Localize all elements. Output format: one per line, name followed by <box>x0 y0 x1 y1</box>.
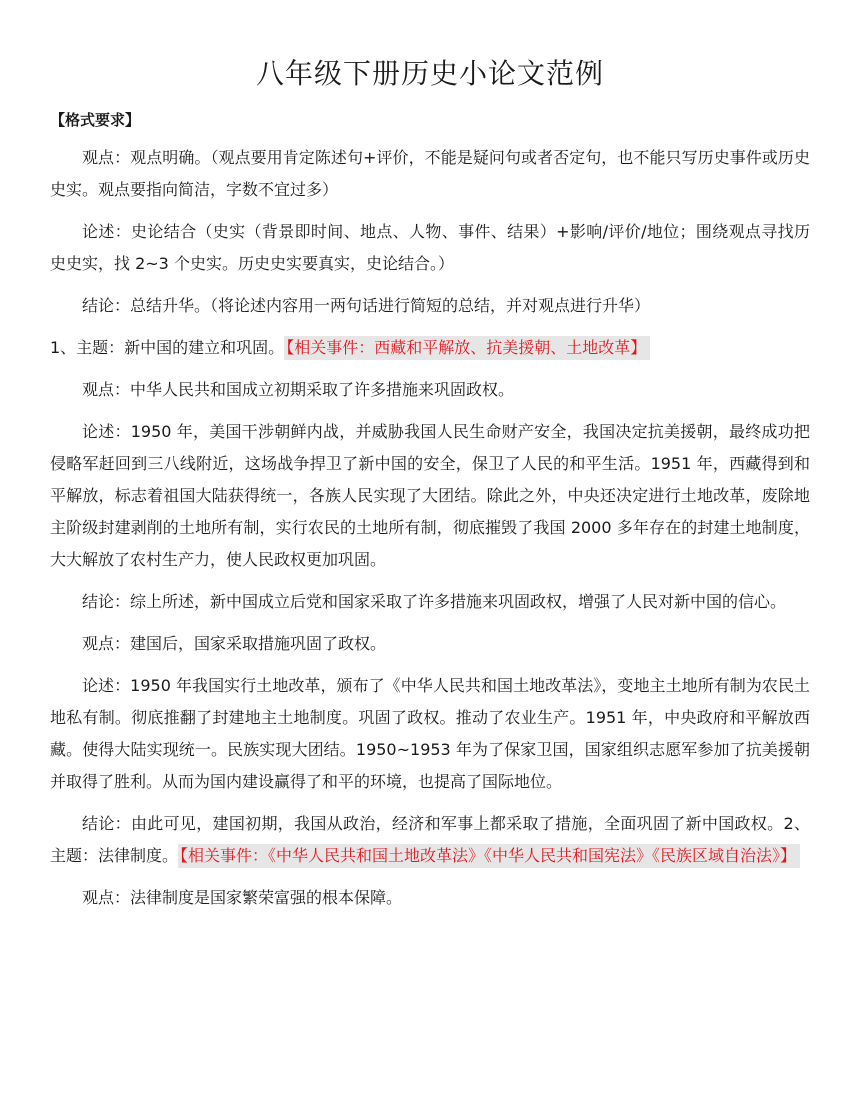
essay1-conclusion-paragraph: 结论：综上所述，新中国成立后党和国家采取了许多措施来巩固政权，增强了人民对新中国的信心。 <box>82 592 787 611</box>
topic2-related-events: 【相关事件：《中华人民共和国土地改革法》《中华人民共和国宪法》《民族区域自治法》】 <box>178 844 800 868</box>
format-heading: 【格式要求】 <box>50 111 141 129</box>
essay2-conclusion-text: 结论：由此可见，建国初期，我国从政治，经济和军事上都采取了措施，全面巩固了新中国政权。2、主题：法律制度。 <box>50 814 810 865</box>
topic1-prefix: 1、主题：新中国的建立和巩固。 <box>50 338 285 357</box>
topic1-heading <box>50 332 810 364</box>
topic2-view-paragraph: 观点：法律制度是国家繁荣富强的根本保障。 <box>82 888 403 907</box>
essay2-view-paragraph: 观点：建国后，国家采取措施巩固了政权。 <box>82 634 387 653</box>
topic1-related-events: 【相关事件：西藏和平解放、抗美援朝、土地改革】 <box>284 336 650 360</box>
format-conclusion-paragraph: 结论：总结升华。（将论述内容用一两句话进行简短的总结，并对观点进行升华） <box>82 296 651 315</box>
format-view-paragraph: 观点：观点明确。（观点要用肯定陈述句+评价，不能是疑问句或者否定句，也不能只写历史事件或历史史实。观点要指向简洁，字数不宜过多） <box>50 148 810 199</box>
essay2-conclusion-paragraph <box>50 808 810 872</box>
document-title: 八年级下册历史小论文范例 <box>255 57 604 90</box>
essay2-argument-paragraph: 论述：1950 年我国实行土地改革，颁布了《中华人民共和国土地改革法》，变地主土地所有制为农民土地私有制。彻底推翻了封建地主土地制度。巩固了政权。推动了农业生产。1951 年，中央政府和平解放西藏。使得大陆实现统一。民族实现大团结。1950~1953 年为了保家卫国，国家组织志愿军参加了抗美援朝并取得了胜利。从而为国内建设赢得了和平的环境，也提高了国际地位。 <box>50 676 810 791</box>
essay1-argument-paragraph: 论述：1950 年，美国干涉朝鲜内战，并威胁我国人民生命财产安全，我国决定抗美援朝，最终成功把侵略军赶回到三八线附近，这场战争捍卫了新中国的安全，保卫了人民的和平生活。1951 年，西藏得到和平解放，标志着祖国大陆获得统一，各族人民实现了大团结。除此之外，中央还决定进行土地改革，废除地主阶级封建剥削的土地所有制，实行农民的土地所有制，彻底摧毁了我国 2000 多年存在的封建土地制度，大大解放了农村生产力，使人民政权更加巩固。 <box>50 422 810 569</box>
format-argument-paragraph: 论述：史论结合（史实（背景即时间、地点、人物、事件、结果）+影响/评价/地位；围绕观点寻找历史史实，找 2~3 个史实。历史史实要真实，史论结合。） <box>50 222 810 273</box>
essay1-view-paragraph: 观点：中华人民共和国成立初期采取了许多措施来巩固政权。 <box>82 380 515 399</box>
